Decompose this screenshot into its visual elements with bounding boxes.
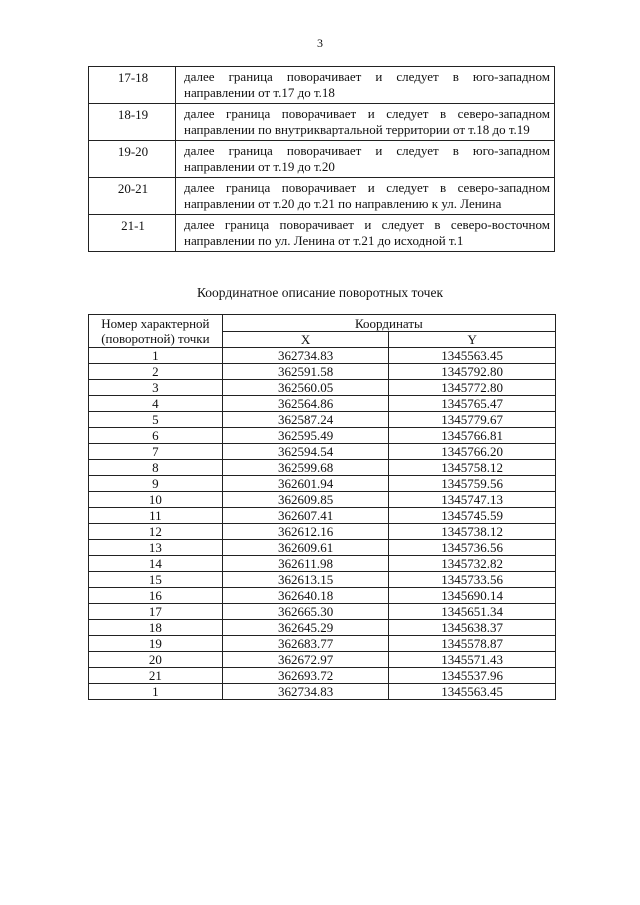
boundary-description-table [88, 66, 555, 252]
page-number: 3 [317, 36, 323, 50]
x-coordinate-cell: 362672.97 [222, 652, 389, 668]
segment-label: 17-18 [89, 67, 176, 104]
x-coordinate-cell: 362611.98 [222, 556, 389, 572]
boundary-row [89, 178, 555, 215]
point-number-cell: 2 [89, 364, 223, 380]
x-coordinate-cell: 362601.94 [222, 476, 389, 492]
y-coordinate-cell: 1345772.80 [389, 380, 556, 396]
y-coordinate-cell: 1345759.56 [389, 476, 556, 492]
point-number-cell: 8 [89, 460, 223, 476]
y-coordinate-cell: 1345563.45 [389, 348, 556, 364]
segment-description: далее граница поворачивает и следует в юго-западном направлении от т.17 до т.18 [176, 67, 555, 104]
coordinate-row [89, 444, 556, 460]
x-coordinate-cell: 362609.85 [222, 492, 389, 508]
point-number-cell: 19 [89, 636, 223, 652]
coordinate-row [89, 556, 556, 572]
segment-description: далее граница поворачивает и следует в северо-восточном направлении по ул. Ленина от т.21 до исходной т.1 [176, 215, 555, 252]
point-number-cell: 10 [89, 492, 223, 508]
coordinate-row [89, 636, 556, 652]
boundary-row [89, 215, 555, 252]
x-coordinate-cell: 362613.15 [222, 572, 389, 588]
x-coordinate-cell: 362599.68 [222, 460, 389, 476]
y-coordinate-cell: 1345779.67 [389, 412, 556, 428]
segment-label: 18-19 [89, 104, 176, 141]
coordinates-caption: Координатное описание поворотных точек [196, 285, 444, 300]
boundary-rows [89, 67, 555, 252]
coordinates-header [89, 315, 556, 348]
x-column-header: X [222, 332, 389, 348]
coordinate-row [89, 588, 556, 604]
coordinates-group-header: Координаты [222, 315, 555, 332]
coordinate-row [89, 508, 556, 524]
point-number-cell: 13 [89, 540, 223, 556]
y-coordinate-cell: 1345736.56 [389, 540, 556, 556]
coordinates-rows [89, 348, 556, 700]
x-coordinate-cell: 362683.77 [222, 636, 389, 652]
coordinate-row [89, 428, 556, 444]
point-number-header: Номер характерной (поворотной) точки [89, 315, 223, 348]
coordinate-row [89, 492, 556, 508]
y-coordinate-cell: 1345571.43 [389, 652, 556, 668]
x-coordinate-cell: 362564.86 [222, 396, 389, 412]
coordinate-row [89, 668, 556, 684]
segment-description: далее граница поворачивает и следует в северо-западном направлении от т.20 до т.21 по направлению к ул. Ленина [176, 178, 555, 215]
boundary-row [89, 104, 555, 141]
coordinate-row [89, 364, 556, 380]
x-coordinate-cell: 362640.18 [222, 588, 389, 604]
coordinate-row [89, 348, 556, 364]
y-coordinate-cell: 1345733.56 [389, 572, 556, 588]
y-coordinate-cell: 1345638.37 [389, 620, 556, 636]
coordinates-table [88, 314, 556, 700]
y-coordinate-cell: 1345578.87 [389, 636, 556, 652]
x-coordinate-cell: 362607.41 [222, 508, 389, 524]
point-number-cell: 4 [89, 396, 223, 412]
x-coordinate-cell: 362591.58 [222, 364, 389, 380]
coordinate-row [89, 620, 556, 636]
segment-label: 20-21 [89, 178, 176, 215]
point-number-cell: 6 [89, 428, 223, 444]
x-coordinate-cell: 362693.72 [222, 668, 389, 684]
x-coordinate-cell: 362734.83 [222, 684, 389, 700]
x-coordinate-cell: 362612.16 [222, 524, 389, 540]
segment-description: далее граница поворачивает и следует в северо-западном направлении по внутриквартальной территории от т.18 до т.19 [176, 104, 555, 141]
y-coordinate-cell: 1345758.12 [389, 460, 556, 476]
coordinate-row [89, 460, 556, 476]
y-coordinate-cell: 1345738.12 [389, 524, 556, 540]
point-number-cell: 5 [89, 412, 223, 428]
point-number-cell: 21 [89, 668, 223, 684]
coordinate-row [89, 652, 556, 668]
y-coordinate-cell: 1345732.82 [389, 556, 556, 572]
coordinate-row [89, 684, 556, 700]
point-number-cell: 9 [89, 476, 223, 492]
point-number-cell: 1 [89, 348, 223, 364]
coordinate-row [89, 524, 556, 540]
segment-label: 19-20 [89, 141, 176, 178]
point-number-cell: 18 [89, 620, 223, 636]
x-coordinate-cell: 362560.05 [222, 380, 389, 396]
x-coordinate-cell: 362609.61 [222, 540, 389, 556]
x-coordinate-cell: 362665.30 [222, 604, 389, 620]
coordinate-row [89, 476, 556, 492]
boundary-row [89, 141, 555, 178]
coordinate-row [89, 540, 556, 556]
point-number-cell: 20 [89, 652, 223, 668]
segment-description: далее граница поворачивает и следует в юго-западном направлении от т.19 до т.20 [176, 141, 555, 178]
y-coordinate-cell: 1345766.20 [389, 444, 556, 460]
x-coordinate-cell: 362645.29 [222, 620, 389, 636]
x-coordinate-cell: 362594.54 [222, 444, 389, 460]
point-number-cell: 15 [89, 572, 223, 588]
y-coordinate-cell: 1345563.45 [389, 684, 556, 700]
coordinate-row [89, 412, 556, 428]
y-coordinate-cell: 1345745.59 [389, 508, 556, 524]
point-number-cell: 11 [89, 508, 223, 524]
y-column-header: Y [389, 332, 556, 348]
y-coordinate-cell: 1345651.34 [389, 604, 556, 620]
segment-label: 21-1 [89, 215, 176, 252]
point-number-cell: 1 [89, 684, 223, 700]
x-coordinate-cell: 362595.49 [222, 428, 389, 444]
point-number-cell: 7 [89, 444, 223, 460]
coordinate-row [89, 380, 556, 396]
point-number-cell: 3 [89, 380, 223, 396]
coordinate-row [89, 572, 556, 588]
y-coordinate-cell: 1345765.47 [389, 396, 556, 412]
point-number-cell: 14 [89, 556, 223, 572]
point-number-cell: 12 [89, 524, 223, 540]
y-coordinate-cell: 1345792.80 [389, 364, 556, 380]
point-number-cell: 16 [89, 588, 223, 604]
y-coordinate-cell: 1345537.96 [389, 668, 556, 684]
point-number-cell: 17 [89, 604, 223, 620]
y-coordinate-cell: 1345766.81 [389, 428, 556, 444]
y-coordinate-cell: 1345747.13 [389, 492, 556, 508]
x-coordinate-cell: 362587.24 [222, 412, 389, 428]
boundary-row [89, 67, 555, 104]
coordinate-row [89, 604, 556, 620]
x-coordinate-cell: 362734.83 [222, 348, 389, 364]
y-coordinate-cell: 1345690.14 [389, 588, 556, 604]
coordinate-row [89, 396, 556, 412]
